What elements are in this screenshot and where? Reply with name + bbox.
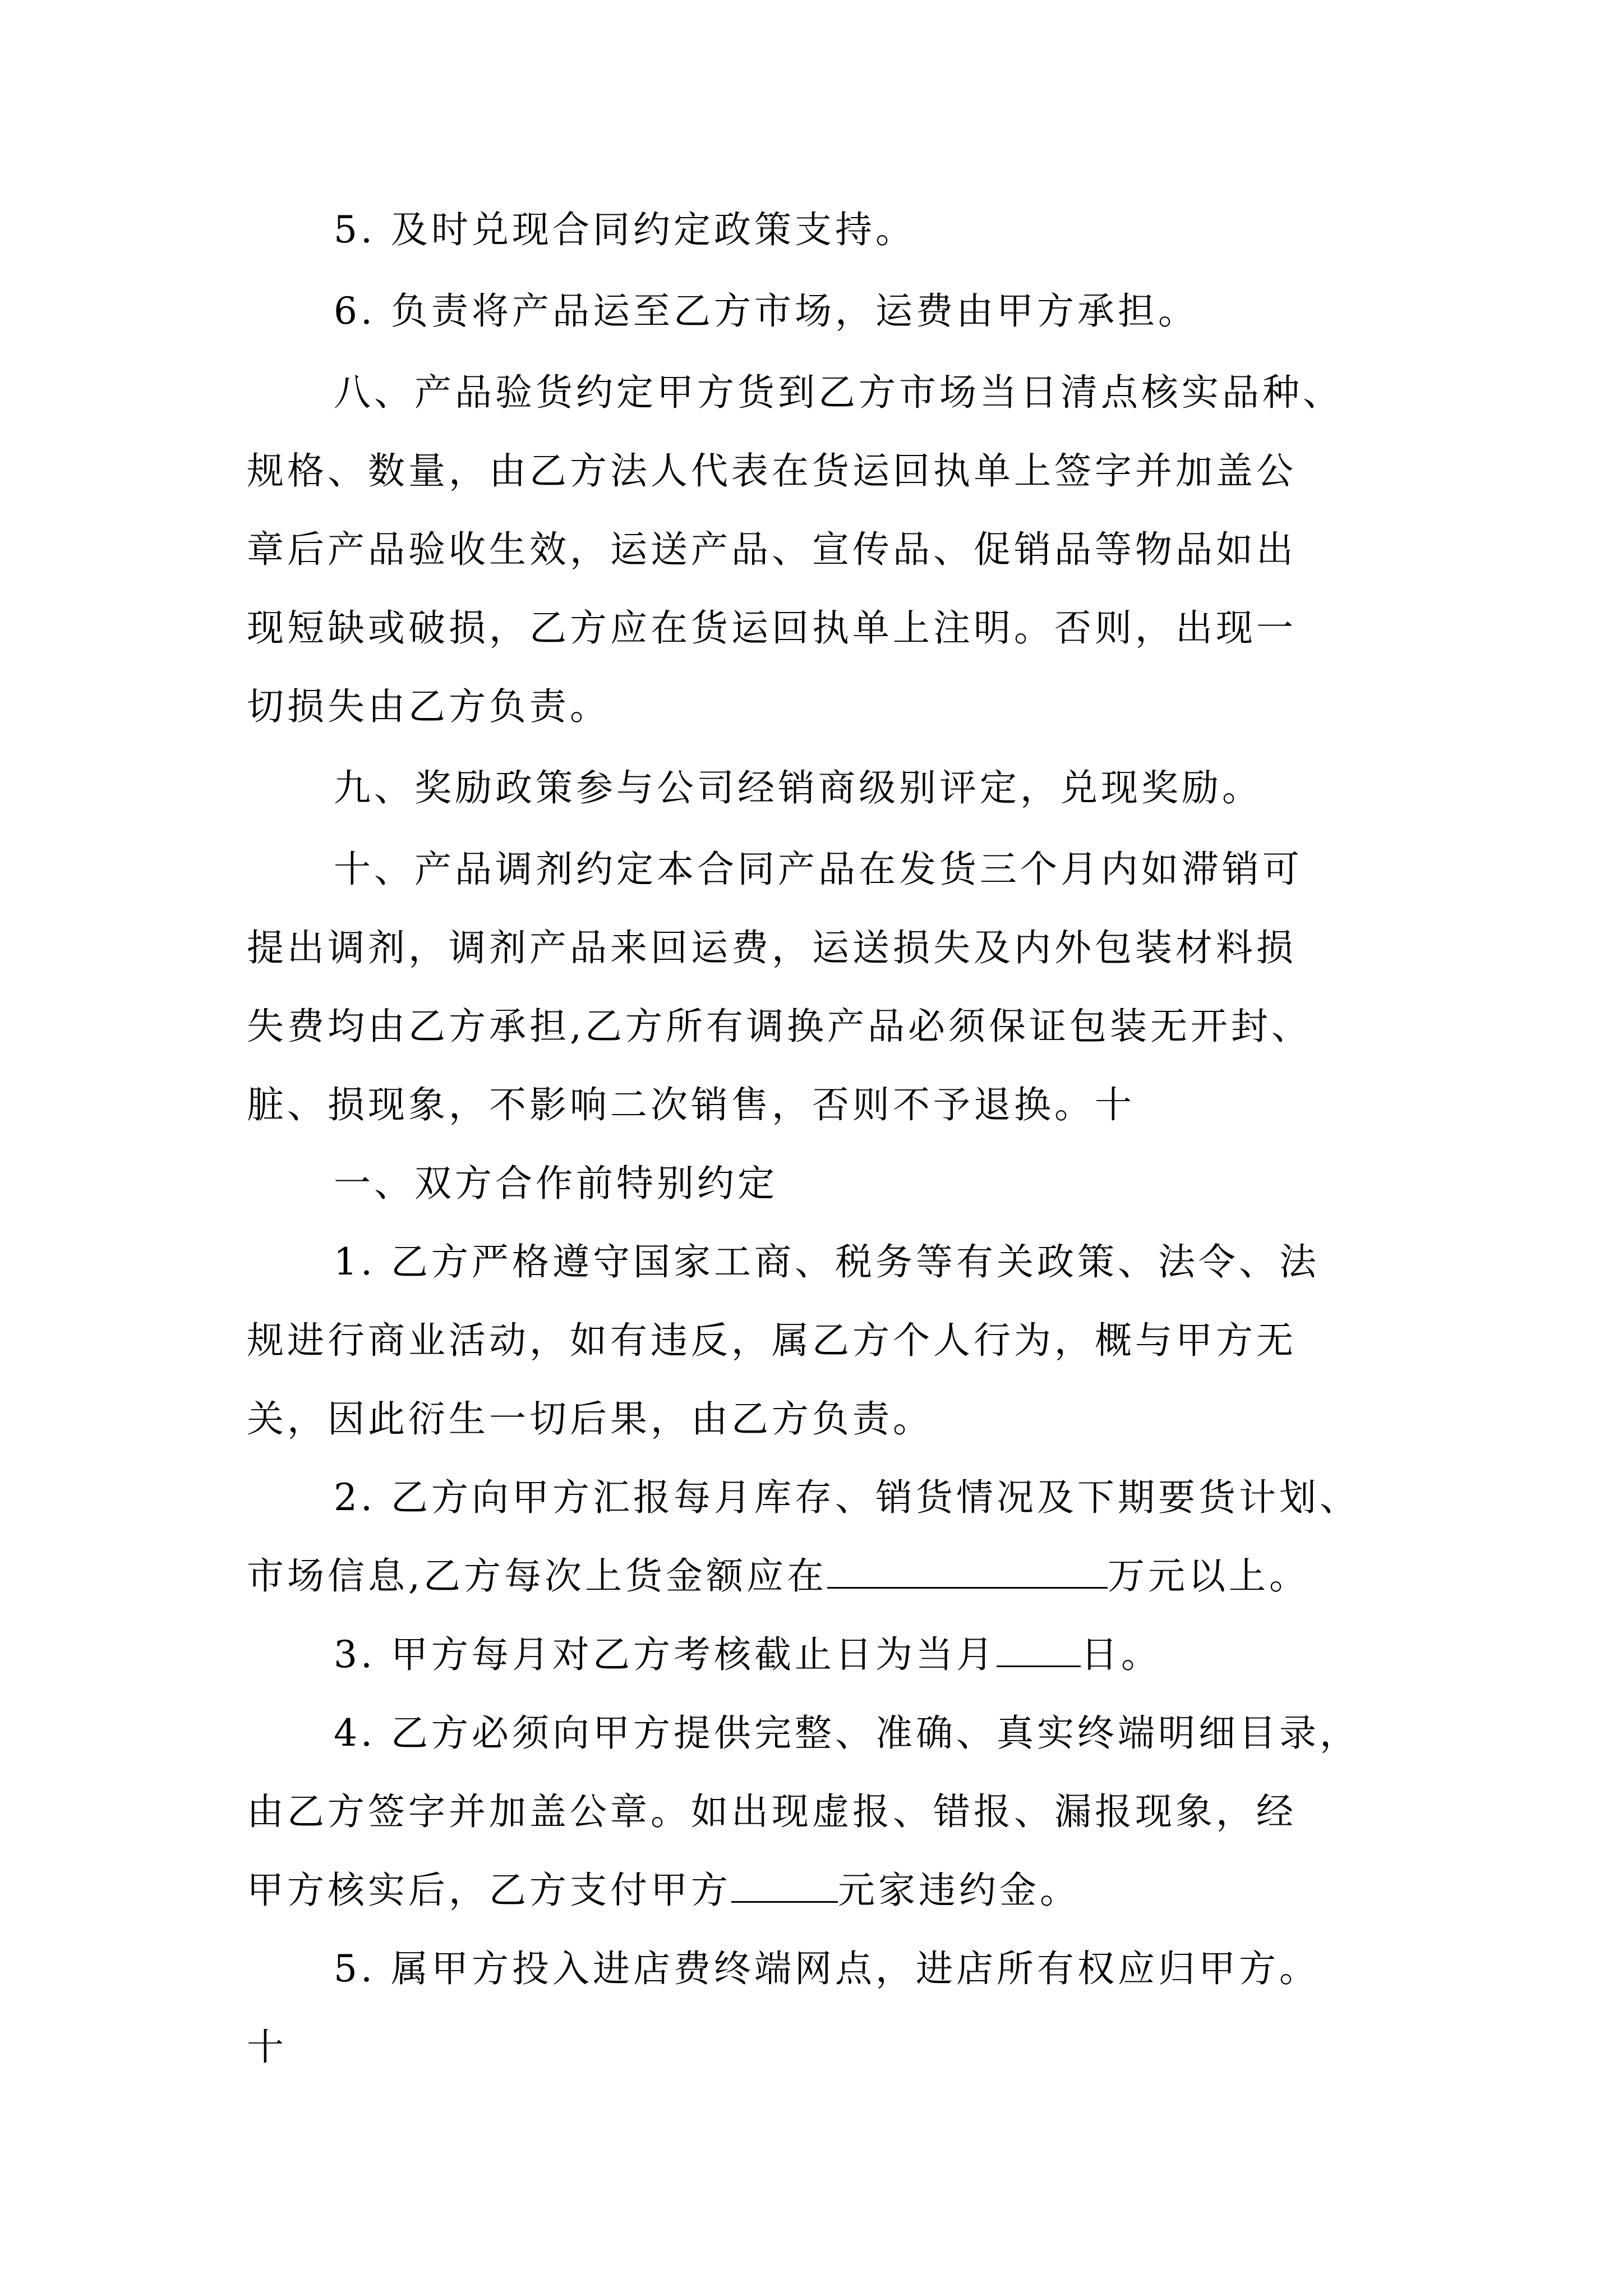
text-line: 章后产品验收生效，运送产品、宣传品、促销品等物品如出: [247, 528, 1297, 571]
text-line: 提出调剂，调剂产品来回运费，运送损失及内外包装材料损: [247, 926, 1297, 969]
text-line: [247, 1548, 1310, 1604]
text-segment: 3. 甲方每月对乙方考核截止日为当月: [334, 1633, 997, 1676]
text-line: 失费均由乙方承担,乙方所有调换产品必须保证包装无开封、: [247, 1005, 1312, 1048]
text-segment: 万元以上。: [1107, 1554, 1310, 1598]
text-line: 切损失由乙方负责。: [247, 685, 610, 728]
text-line: 关，因此衍生一切后果，由乙方负责。: [247, 1397, 933, 1441]
text-line: [247, 1862, 1080, 1918]
text-line: 1. 乙方严格遵守国家工商、税务等有关政策、法令、法: [334, 1240, 1320, 1283]
text-line: 4. 乙方必须向甲方提供完整、准确、真实终端明细目录，: [334, 1711, 1360, 1755]
day-blank: [997, 1631, 1081, 1667]
text-line: [334, 1627, 1161, 1683]
text-line: 5. 及时兑现合同约定政策支持。: [334, 208, 916, 251]
text-line: 2. 乙方向甲方汇报每月库存、销货情况及下期要货计划、: [334, 1476, 1360, 1519]
text-segment: 元家违约金。: [838, 1869, 1080, 1912]
text-line: 由乙方签字并加盖公章。如出现虚报、错报、漏报现象，经: [247, 1790, 1297, 1833]
text-line: 九、奖励政策参与公司经销商级别评定，兑现奖励。: [334, 766, 1262, 809]
text-line: 脏、损现象，不影响二次销售，否则不予退换。十: [247, 1083, 1135, 1126]
text-line: 十: [247, 2026, 287, 2069]
amount-blank: [827, 1552, 1108, 1589]
text-line: 八、产品验货约定甲方货到乙方市场当日清点核实品种、: [334, 371, 1343, 414]
penalty-blank: [731, 1866, 838, 1903]
text-line: 现短缺或破损，乙方应在货运回执单上注明。否则，出现一: [247, 606, 1297, 650]
text-line: 十、产品调剂约定本合同产品在发货三个月内如滞销可: [334, 848, 1303, 891]
text-line: 规格、数量，由乙方法人代表在货运回执单上签字并加盖公: [247, 449, 1297, 493]
text-segment: 甲方核实后，乙方支付甲方: [247, 1869, 731, 1912]
text-line: 5. 属甲方投入进店费终端网点，进店所有权应归甲方。: [334, 1947, 1320, 1990]
text-line: 一、双方合作前特别约定: [334, 1162, 778, 1205]
text-segment: 日。: [1080, 1633, 1161, 1676]
text-segment: 市场信息,乙方每次上货金额应在: [247, 1554, 827, 1598]
text-line: 规进行商业活动，如有违反，属乙方个人行为，概与甲方无: [247, 1319, 1297, 1362]
text-line: 6. 负责将产品运至乙方市场，运费由甲方承担。: [334, 289, 1198, 333]
